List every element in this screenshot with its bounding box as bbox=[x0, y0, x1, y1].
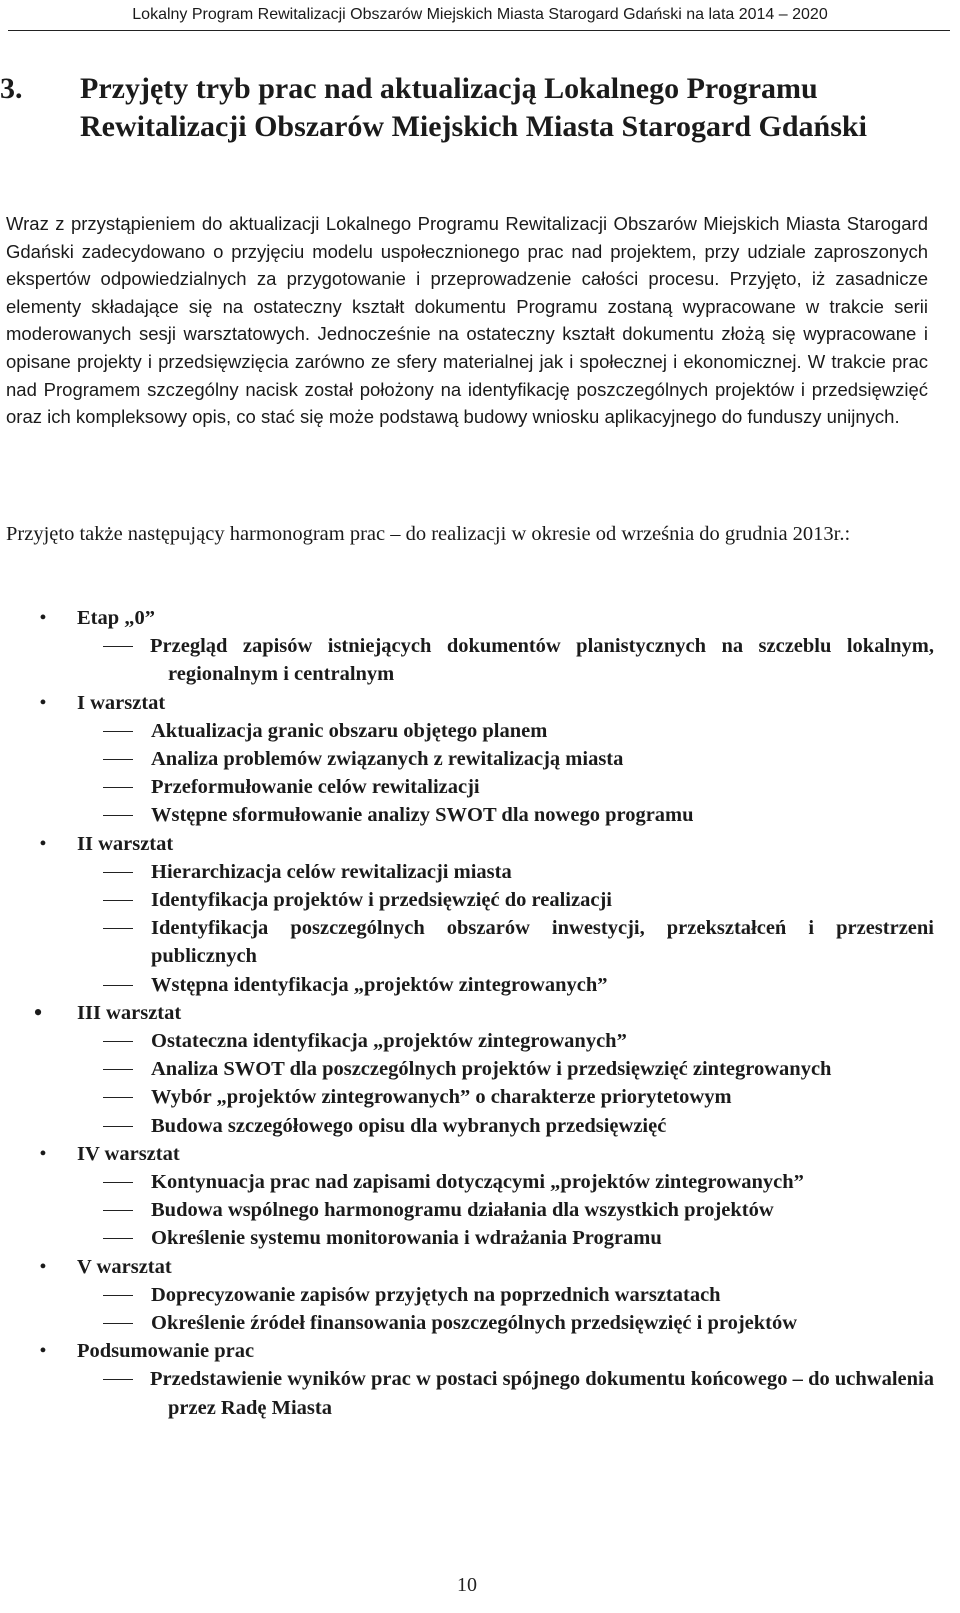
dash-icon bbox=[103, 872, 133, 873]
stage-label: V warsztat bbox=[77, 1255, 172, 1278]
stage-label: Podsumowanie prac bbox=[77, 1340, 255, 1363]
task-label: Określenie źródeł finansowania poszczególnych przedsięwzięć i projektów bbox=[151, 1312, 798, 1335]
list-item-task bbox=[0, 1083, 934, 1111]
task-label: Przedstawienie wyników prac w postaci spójnego dokumentu końcowego – do uchwalenia przez Radę Miasta bbox=[150, 1368, 934, 1419]
dash-icon bbox=[103, 985, 133, 986]
list-item-stage bbox=[0, 999, 934, 1027]
dash-icon bbox=[103, 1323, 133, 1324]
list-item-task bbox=[0, 858, 934, 886]
bullet-icon: • bbox=[33, 997, 43, 1027]
task-label: Ostateczna identyfikacja „projektów zintegrowanych” bbox=[151, 1030, 627, 1053]
stage-label: Etap „0” bbox=[77, 607, 156, 629]
task-label: Identyfikacja projektów i przedsięwzięć do realizacji bbox=[151, 889, 612, 912]
task-label: Doprecyzowanie zapisów przyjętych na poprzednich warsztatach bbox=[151, 1283, 721, 1306]
task-label: Identyfikacja poszczególnych obszarów inwestycji, przekształceń i przestrzeni publicznych bbox=[151, 917, 934, 968]
dash-icon bbox=[103, 1069, 133, 1070]
bullet-icon: • bbox=[39, 691, 47, 714]
dash-icon bbox=[103, 900, 133, 901]
dash-icon bbox=[103, 1182, 133, 1183]
task-label: Budowa szczegółowego opisu dla wybranych przedsięwzięć bbox=[151, 1114, 667, 1137]
task-label: Wstępna identyfikacja „projektów zintegrowanych” bbox=[151, 973, 608, 996]
dash-icon bbox=[103, 787, 133, 788]
list-item-task bbox=[0, 1055, 934, 1083]
bullet-icon: • bbox=[39, 607, 47, 629]
list-item-task bbox=[0, 1281, 934, 1309]
list-item-task bbox=[0, 773, 934, 801]
list-item-task bbox=[0, 801, 934, 829]
dash-icon bbox=[103, 731, 133, 732]
task-label: Hierarchizacja celów rewitalizacji miasta bbox=[151, 860, 512, 883]
task-label: Określenie systemu monitorowania i wdrażania Programu bbox=[151, 1227, 662, 1250]
schedule-intro-paragraph: Przyjęto także następujący harmonogram prac – do realizacji w okresie od września do grudnia 2013r.: bbox=[6, 523, 851, 545]
list-item-task bbox=[0, 886, 934, 914]
dash-icon bbox=[103, 1379, 133, 1380]
dash-icon bbox=[103, 1210, 133, 1211]
list-item-task bbox=[0, 1365, 934, 1421]
list-item-task bbox=[0, 1168, 934, 1196]
list-item-task bbox=[0, 717, 934, 745]
task-label: Budowa wspólnego harmonogramu działania dla wszystkich projektów bbox=[151, 1199, 774, 1222]
list-item-stage bbox=[0, 604, 934, 632]
task-label: Przegląd zapisów istniejących dokumentów planistycznych na szczeblu lokalnym, regionalnym i centralnym bbox=[150, 635, 934, 686]
page-number: 10 bbox=[457, 1574, 477, 1596]
list-item-task bbox=[0, 914, 934, 970]
stage-label: IV warsztat bbox=[77, 1142, 180, 1165]
running-header-title: Lokalny Program Rewitalizacji Obszarów Miejskich Miasta Starogard Gdański na lata 2014 – 2020 bbox=[132, 6, 828, 23]
bullet-icon: • bbox=[39, 1255, 47, 1278]
task-label: Kontynuacja prac nad zapisami dotyczącymi „projektów zintegrowanych” bbox=[151, 1171, 804, 1194]
dash-icon bbox=[103, 1238, 133, 1239]
list-item-task bbox=[0, 745, 934, 773]
task-label: Analiza SWOT dla poszczególnych projektów i przedsięwzięć zintegrowanych bbox=[151, 1058, 832, 1081]
list-item-task bbox=[0, 1112, 934, 1140]
list-item-stage bbox=[0, 689, 934, 717]
list-item-task bbox=[0, 632, 934, 688]
header-rule bbox=[8, 30, 950, 31]
schedule-list bbox=[0, 604, 934, 1422]
task-label: Przeformułowanie celów rewitalizacji bbox=[151, 776, 480, 799]
stage-label: II warsztat bbox=[77, 832, 174, 855]
section-number: 3. bbox=[0, 72, 23, 105]
dash-icon bbox=[103, 1097, 133, 1098]
dash-icon bbox=[103, 1126, 133, 1127]
list-item-task bbox=[0, 1027, 934, 1055]
running-header bbox=[0, 0, 960, 36]
section-heading bbox=[0, 70, 920, 146]
list-item-stage bbox=[0, 830, 934, 858]
dash-icon bbox=[103, 646, 133, 647]
task-label: Wybór „projektów zintegrowanych” o charakterze priorytetowym bbox=[151, 1086, 732, 1109]
dash-icon bbox=[103, 815, 133, 816]
list-item-stage bbox=[0, 1337, 934, 1365]
bullet-icon: • bbox=[39, 1340, 47, 1363]
list-item-task bbox=[0, 1224, 934, 1252]
stage-label: III warsztat bbox=[77, 1001, 182, 1024]
dash-icon bbox=[103, 759, 133, 760]
task-label: Analiza problemów związanych z rewitalizacją miasta bbox=[151, 748, 624, 771]
task-label: Aktualizacja granic obszaru objętego planem bbox=[151, 719, 548, 742]
stage-label: I warsztat bbox=[77, 691, 166, 714]
dash-icon bbox=[103, 928, 133, 929]
list-item-stage bbox=[0, 1140, 934, 1168]
intro-paragraph: Wraz z przystąpieniem do aktualizacji Lokalnego Programu Rewitalizacji Obszarów Miejskich Miasta Starogard Gdański zadecydowano o przyjęciu modelu uspołecznionego prac nad projektem, przy udziale zaproszonych ekspertów odpowiedzialnych za przygotowanie i przeprowadzenie całości procesu. Przyjęto, iż zasadnicze elementy składające się na ostateczny kształt dokumentu Programu zostaną wypracowane w trakcie serii moderowanych sesji warsztatowych. Jednocześnie na ostateczny kształt dokumentu złożą się wypracowane i opisane projekty i przedsięwzięcia zarówno ze sfery materialnej jak i społecznej i ekonomicznej. W trakcie prac nad Programem szczególny nacisk został położony na identyfikację poszczególnych projektów i przedsięwzięć oraz ich kompleksowy opis, co stać się może podstawą budowy wniosku aplikacyjnego do funduszy unijnych. bbox=[6, 213, 928, 428]
list-item-task bbox=[0, 971, 934, 999]
dash-icon bbox=[103, 1295, 133, 1296]
bullet-icon: • bbox=[39, 832, 47, 855]
section-title: Przyjęty tryb prac nad aktualizacją Lokalnego Programu Rewitalizacji Obszarów Miejskich Miasta Starogard Gdański bbox=[80, 72, 867, 143]
dash-icon bbox=[103, 1041, 133, 1042]
task-label: Wstępne sformułowanie analizy SWOT dla nowego programu bbox=[151, 804, 694, 827]
list-item-stage bbox=[0, 1253, 934, 1281]
list-item-task bbox=[0, 1196, 934, 1224]
bullet-icon: • bbox=[39, 1142, 47, 1165]
list-item-task bbox=[0, 1309, 934, 1337]
